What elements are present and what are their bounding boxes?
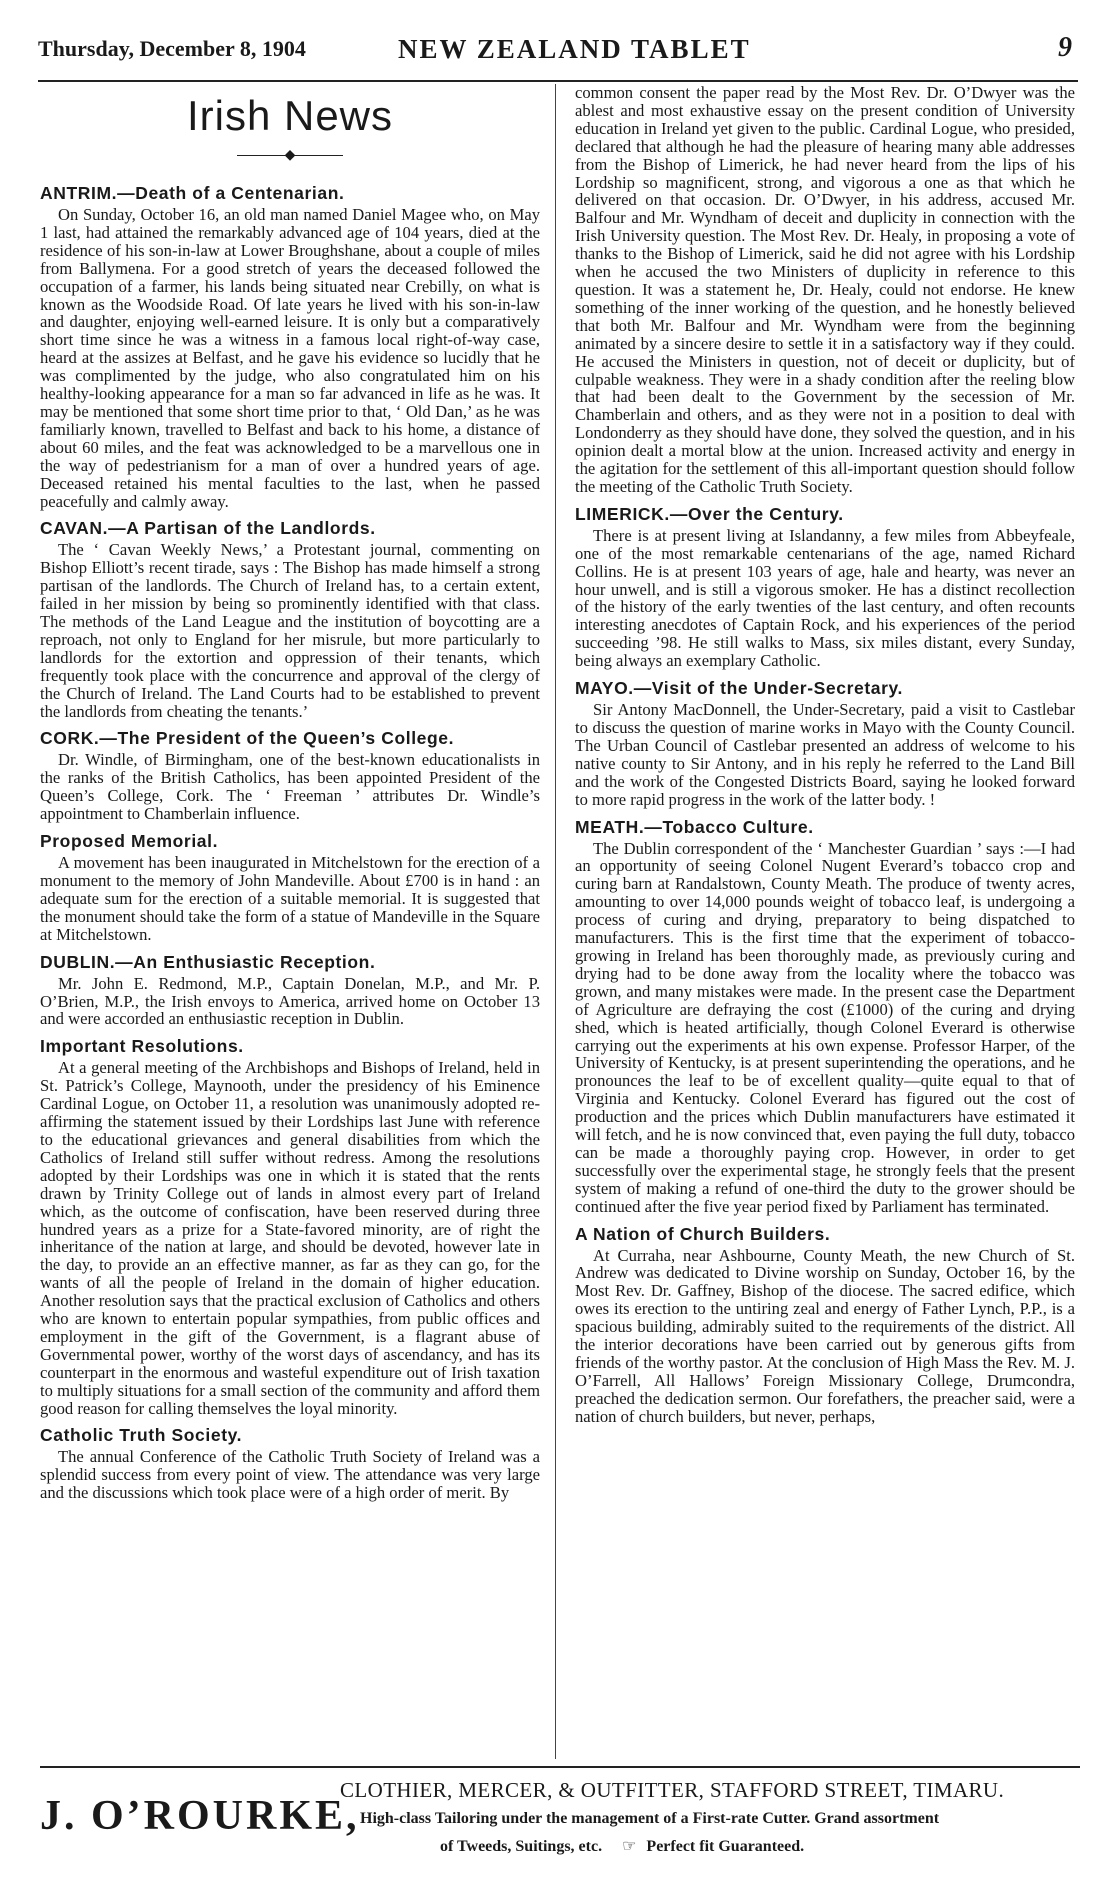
article-paragraph: Sir Antony MacDonnell, the Under-Secretary, paid a visit to Castlebar to discuss the question of marine works in Mayo with the County Council. The Urban Council of Castlebar presented an address of welcome to his native county to Sir Antony, and in his reply he referred to the Land Bill and the work of the Congested Districts Board, saying he looked forward to more rapid progress in the work of the latter body. ! (575, 700, 1075, 809)
article-paragraph: Mr. John E. Redmond, M.P., Captain Donelan, M.P., and Mr. P. O’Brien, M.P., the Irish envoys to America, arrived home on October 13 and were accorded an enthusiastic reception in Dublin. (40, 973, 540, 1029)
advert-guarantee-text: Perfect fit Guaranteed. (646, 1838, 805, 1855)
article (575, 503, 1075, 670)
advert-goods-text: of Tweeds, Suitings, etc. (440, 1838, 603, 1855)
publication-title: NEW ZEALAND TABLET (398, 34, 751, 64)
article-paragraph: On Sunday, October 16, an old man named Daniel Magee who, on May 1 last, had attained the remarkably advanced age of 104 years, died at the residence of his son-in-law at Lower Broughshane, about a couple of miles from Ballymena. For a good stretch of years the deceased followed the occupation of a farmer, his lands being situated near Crebilly, on what is known as the Woodside Road. Of late years he lived with his son-in-law and daughter, enjoying well-earned leisure. It is only but a comparatively short time since he was a witness in a famous local right-of-way case, heard at the assizes at Belfast, and he gave his evidence so lucidly that he was complimented by the judge, who also congratulated him on his healthy-looking appearance for a man so far advanced in life as he was. It may be mentioned that some short time prior to that, ‘ Old Dan,’ as he was familiarly known, travelled to Belfast and back to his home, a distance of about 60 miles, and the feat was acknowledged to be a marvellous one in the way of pedestrianism for a man of over a hundred years of age. Deceased retained his mental faculties to the last, when he passed peacefully and calmly away. (40, 205, 540, 511)
article (40, 517, 540, 720)
article-paragraph: The ‘ Cavan Weekly News,’ a Protestant journal, commenting on Bishop Elliott’s recent tirade, says : The Bishop has made himself a strong partisan of the landlords. The Church of Ireland has, to a certain extent, failed in her mission by being so prominently identified with that class. The methods of the Land League and the institution of boycotting are a reproach, not only to England for her misrule, but more particularly to landlords for the extortion and oppression of their tenants, which frequently took place with the concurrence and approval of the clergy of the Church of Ireland. The Land Courts had to be established to prevent the landlords from cheating the tenants.’ (40, 540, 540, 721)
column-divider (555, 84, 556, 1759)
article-paragraph: There is at present living at Islandanny, a few miles from Abbeyfeale, one of the most remarkable centenarians of the age, named Richard Collins. He is at present 103 years of age, hale and hearty, was never an hour unwell, and is still a vigorous smoker. He has a distinct recollection of the history of the early twenties of the last century, and often recounts interesting anecdotes of Captain Rock, and his experiences of the period succeeding ’98. He still walks to Mass, six miles distant, every Sunday, being always an exemplary Catholic. (575, 525, 1075, 671)
article-paragraph: The annual Conference of the Catholic Truth Society of Ireland was a splendid success from every point of view. The attendance was very large and the discussions which took place were of a high order of merit. By (40, 1447, 540, 1503)
advert-business-name: J. O’ROURKE, (40, 1793, 360, 1839)
article-heading: DUBLIN.—An Enthusiastic Reception. (40, 951, 376, 972)
left-column (40, 84, 540, 1502)
diamond-icon: ◆ (284, 148, 296, 163)
article-paragraph: common consent the paper read by the Most Rev. Dr. O’Dwyer was the ablest and most exhaustive essay on the present condition of University education in Ireland yet given to the public. Cardinal Logue, who presided, declared that although he had the pleasure of hearing many able addresses from the Bishop of Limerick, he had never heard from the lips of his Lordship so magnificent, strong, and vigorous a one as that which he delivered on that occasion. Dr. O’Dwyer, in his address, accused Mr. Balfour and Mr. Wyndham of deceit and duplicity in connection with the Irish University question. The Most Rev. Dr. Healy, in proposing a vote of thanks to the Bishop of Limerick, said he did not agree with his Lordship when he accused the two Ministers of duplicity in reference to this question. It was a statement he, Dr. Healy, could not endorse. He knew something of the inner working of the question, and he honestly believed that both Mr. Balfour and Mr. Wyndham were from the beginning animated by a sincere desire to settle it in a satisfactory way if they could. He accused the Ministers in question, not of deceit or duplicity, but of culpable weakness. They were in a shady condition after the reeling blow that had been dealt to the Government by the secession of Mr. Chamberlain and others, and as they were not in a position to deal with Londonderry as they should have done, they solved the question, and in his opinion dealt a mortal blow at the union. Increased activity and energy in the agitation for the settlement of this all-important question should follow the meeting of the Catholic Truth Society. (575, 83, 1075, 496)
advert-goods-line (440, 1836, 804, 1856)
article (575, 677, 1075, 808)
article-heading: LIMERICK.—Over the Century. (575, 503, 844, 524)
article-paragraph: At Curraha, near Ashbourne, County Meath, the new Church of St. Andrew was dedicated to Divine worship on Sunday, October 16, by the Most Rev. Dr. Gaffney, Bishop of the diocese. The sacred edifice, which owes its erection to the untiring zeal and energy of Father Lynch, P.P., is a spacious building, admirably suited to the requirements of the district. All the interior decorations have been carried out by generous gifts from friends of the worthy pastor. At the conclusion of High Mass the Rev. M. J. O’Farrell, All Hallows’ Foreign Missionary College, Drumcondra, preached the dedication sermon. Our forefathers, the preacher said, were a nation of church builders, but never, perhaps, (575, 1245, 1075, 1426)
advert-trade-line: CLOTHIER, MERCER, & OUTFITTER, STAFFORD STREET, TIMARU. (340, 1778, 1005, 1802)
pointing-hand-icon: ☞ (622, 1838, 637, 1855)
article (40, 727, 540, 823)
article-heading: CAVAN.—A Partisan of the Landlords. (40, 518, 376, 539)
section-title: Irish News (186, 92, 394, 139)
article-heading: MEATH.—Tobacco Culture. (575, 816, 814, 837)
title-ornament (40, 146, 540, 166)
article-paragraph: At a general meeting of the Archbishops and Bishops of Ireland, held in St. Patrick’s College, Maynooth, under the presidency of his Eminence Cardinal Logue, on October 11, a resolution was unanimously adopted re-affirming the statement issued by their Lordships last June with reference to the educational grievances and general disabilities from which the Catholics of Ireland still suffer without redress. Among the resolutions adopted by their Lordships was one in which it is stated that the rents drawn by Trinity College out of lands in almost every part of Ireland which, as the outcome of confiscation, have been reserved during three hundred years as a prize for a State-favored minority, are of right the inheritance of the nation at large, and should be devoted, however late in the day, to provide an an effective manner, as far as they can go, for the wants of all the people of Ireland in the domain of higher education. Another resolution says that the practical exclusion of Catholics and others who are known to entertain popular sympathies, from public offices and employment in the gift of the Government, is a flagrant abuse of Governmental power, worthy of the worst days of ascendancy, and has its counterpart in the enormous and wasteful expenditure out of Irish taxation to multiply situations for a small section of the community and afford them good reason for calling themselves the loyal minority. (40, 1058, 540, 1418)
article-paragraph: The Dublin correspondent of the ‘ Manchester Guardian ’ says :—I had an opportunity of seeing Colonel Nugent Everard’s tobacco crop and curing barn at Randalstown, County Meath. The produce of twenty acres, amounting to over 14,000 pounds weight of tobacco leaf, is undergoing a process of curing and drying, preparatory to being dispatched to manufacturers. This is the first time that the experiment of tobacco-growing in Ireland has been thoroughly made, as previously curing and drying had to be done away from the locality where the tobacco was grown, and many mistakes were made. In the present case the Department of Agriculture are defraying the cost (£1000) of the curing and drying shed, which is heated artificially, though Colonel Everard is otherwise carrying out the experiments at his own expense. Professor Harper, of the University of Kentucky, is at present superintending the operations, and he pronounces the leaf to be of excellent quality—quite equal to that of Virginia and Kentucky. Colonel Everard has figured out the cost of production and the prices which Dublin manufacturers have estimated it will fetch, and he is now convinced that, even paying the full duty, tobacco can be made a thoroughly paying crop. However, in order to get successfully over the experimental stage, he strongly feels that the present system of making a refund of one-third the duty to the grower should be continued after the five year period fixed by Parliament has terminated. (575, 838, 1075, 1216)
article (40, 182, 540, 510)
article (40, 830, 540, 944)
article-heading: ANTRIM.—Death of a Centenarian. (40, 183, 345, 203)
article-heading: Catholic Truth Society. (40, 1425, 243, 1446)
advert-tailoring-line: High-class Tailoring under the management of a First-rate Cutter. Grand assortment (360, 1810, 940, 1827)
masthead (38, 30, 1078, 82)
article-heading: MAYO.—Visit of the Under-Secretary. (575, 678, 903, 699)
right-articles (575, 84, 1075, 1426)
article (575, 84, 1075, 496)
advertisement (40, 1766, 1080, 1878)
article (40, 951, 540, 1029)
article (575, 1223, 1075, 1426)
article (575, 816, 1075, 1216)
issue-date: Thursday, December 8, 1904 (38, 36, 306, 61)
article-heading: Proposed Memorial. (40, 831, 219, 852)
article-heading: Important Resolutions. (40, 1036, 244, 1057)
page-number: 9 (1058, 32, 1072, 63)
article (40, 1035, 540, 1417)
article-heading: CORK.—The President of the Queen’s College. (40, 728, 455, 749)
right-column (575, 84, 1075, 1426)
article (40, 1424, 540, 1502)
left-articles (40, 182, 540, 1502)
article-paragraph: A movement has been inaugurated in Mitchelstown for the erection of a monument to the memory of John Mandeville. About £700 is in hand : an adequate sum for the erection of a suitable memorial. It is suggested that the monument should take the form of a statue of Mandeville in the Square at Mitchelstown. (40, 853, 540, 944)
article-heading: A Nation of Church Builders. (575, 1223, 831, 1244)
article-paragraph: Dr. Windle, of Birmingham, one of the best-known educationalists in the ranks of the British Catholics, has been appointed President of the Queen’s College, Cork. The ‘ Freeman ’ attributes Dr. Windle’s appointment to Chamberlain influence. (40, 750, 540, 824)
